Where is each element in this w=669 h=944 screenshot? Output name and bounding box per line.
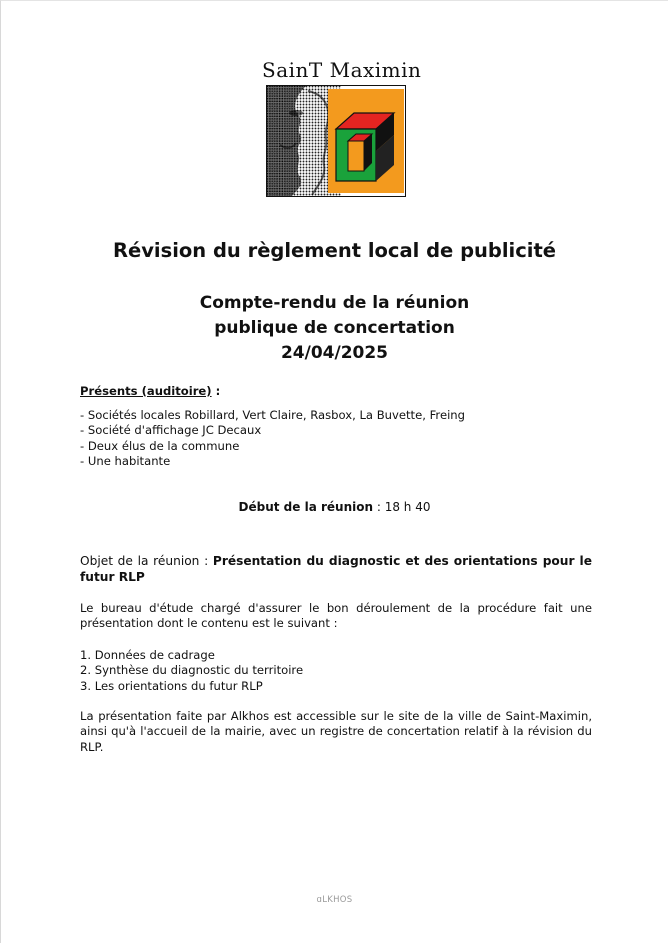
logo-wordmark: SainT Maximin xyxy=(262,58,422,82)
list-item: 1. Données de cadrage xyxy=(80,648,215,662)
list-item: - Sociétés locales Robillard, Vert Claire, Rasbox, La Buvette, Freing xyxy=(80,408,466,422)
meeting-date: 24/04/2025 xyxy=(280,343,389,363)
list-item: - Deux élus de la commune xyxy=(80,438,240,453)
attendees-heading xyxy=(80,384,592,399)
saint-maximin-logo xyxy=(262,58,422,198)
list-item: 2. Synthèse du diagnostic du territoire xyxy=(80,663,304,678)
list-item: - Une habitante xyxy=(80,454,171,469)
logo-emblem-icon xyxy=(266,85,406,197)
meeting-subject-value: Présentation du diagnostic et des orientations pour le futur RLP xyxy=(80,554,592,584)
subtitle-line-1: Compte-rendu de la réunion xyxy=(199,293,470,313)
attendees-list xyxy=(80,408,592,470)
presentation-paragraph: La présentation faite par Alkhos est accessible sur le site de la ville de Saint-Maximin, ainsi qu'à l'accueil de la mairie, avec un registre de concertation relatif à la révision du RLP. xyxy=(80,709,592,754)
meeting-start-time: 18 h 40 xyxy=(384,500,431,514)
meeting-start-label: Début de la réunion xyxy=(238,500,374,514)
document-title: Révision du règlement local de publicité xyxy=(112,239,557,262)
footer-brand: ɑLKHOS xyxy=(316,895,353,905)
list-item: 3. Les orientations du futur RLP xyxy=(80,678,263,693)
bureau-paragraph: Le bureau d'étude chargé d'assurer le bon déroulement de la procédure fait une présentation dont le contenu est le suivant : xyxy=(80,601,592,631)
list-item: - Société d'affichage JC Decaux xyxy=(80,423,262,438)
subtitle-line-2: publique de concertation xyxy=(214,318,455,338)
meeting-subject xyxy=(80,553,592,585)
presentation-contents-list xyxy=(80,648,592,694)
meeting-start-separator: : xyxy=(373,500,385,514)
meeting-subject-label: Objet de la réunion : xyxy=(80,554,213,568)
attendees-heading-suffix: : xyxy=(211,384,221,398)
attendees-heading-label: Présents (auditoire) xyxy=(80,384,212,398)
meeting-start xyxy=(0,499,669,515)
